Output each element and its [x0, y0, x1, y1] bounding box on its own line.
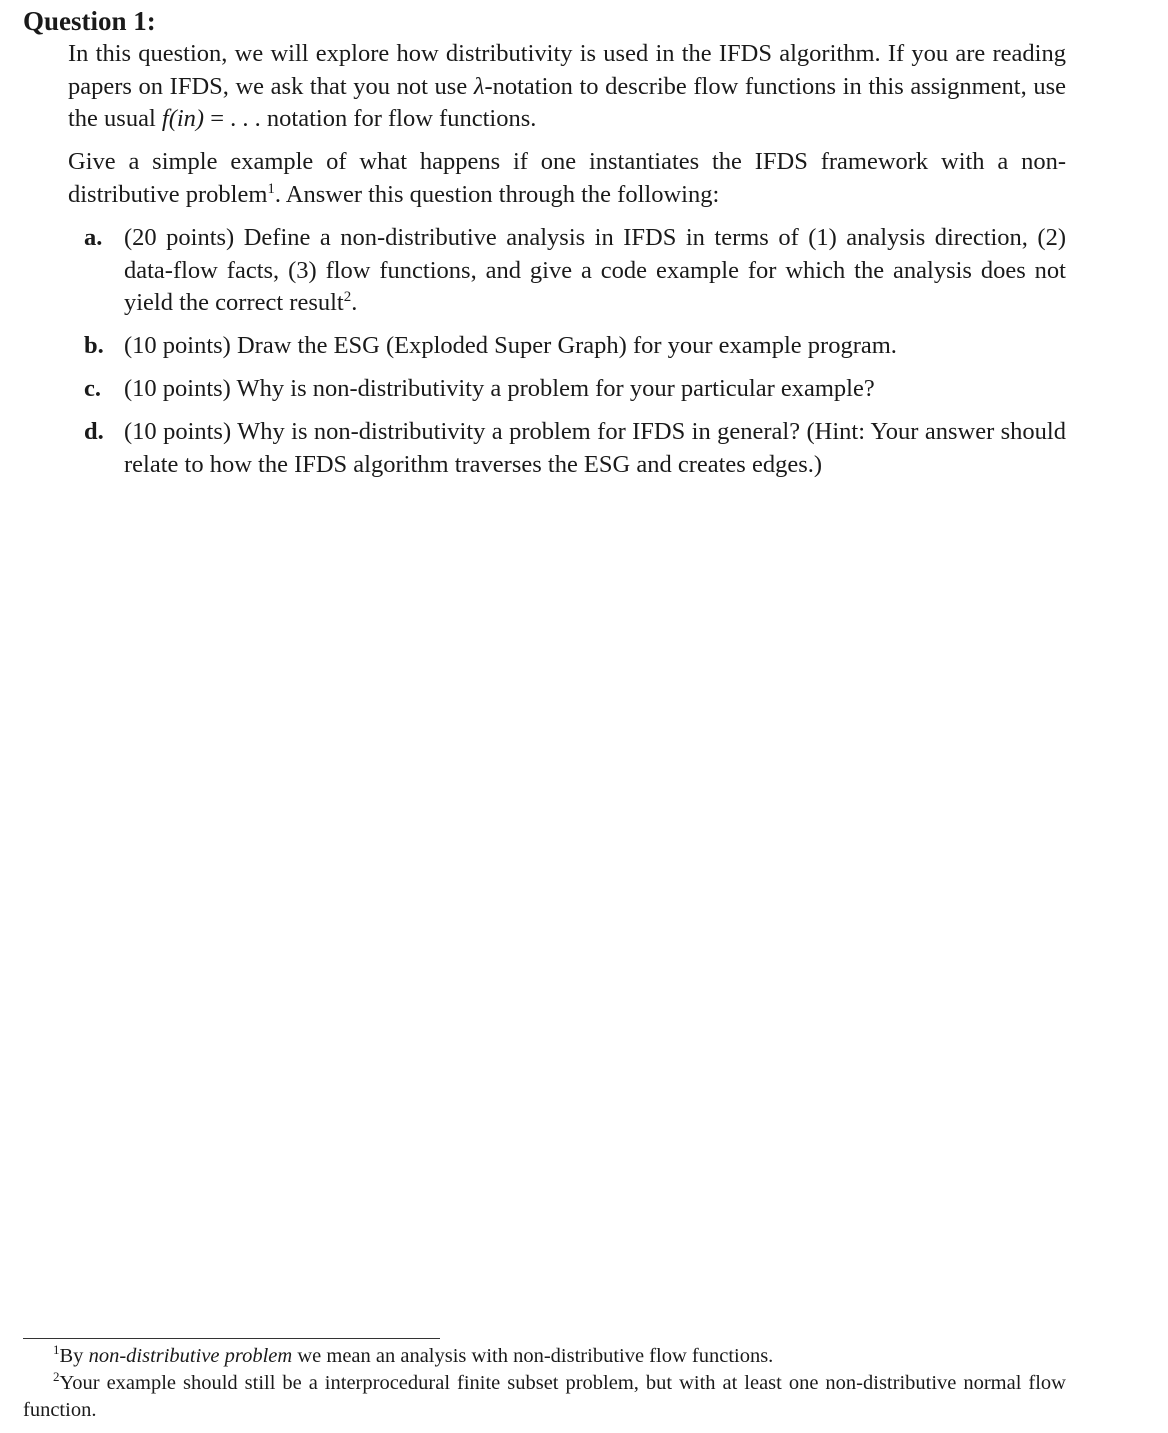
item-text: (10 points) Why is non-distributivity a problem for IFDS in general? (Hint: Your answer should relate to how the IFDS algorithm traverses the ESG and creates edges.): [124, 418, 1066, 478]
footnote-1: [23, 1343, 1066, 1370]
prompt-text-2: . Answer this question through the following:: [274, 180, 720, 208]
footnote-mark: 2: [53, 1369, 60, 1384]
item-text: [124, 222, 1066, 320]
footnote-2-text: Your example should still be a interprocedural finite subset problem, but with at least one non-distributive normal flow function.: [23, 1372, 1066, 1421]
prompt-paragraph: [68, 146, 1066, 211]
intro-paragraph: [68, 38, 1066, 136]
item-text: (10 points) Why is non-distributivity a problem for your particular example?: [124, 375, 875, 402]
item-letter: a.: [84, 224, 103, 251]
item-text: (10 points) Draw the ESG (Exploded Super Graph) for your example program.: [124, 332, 897, 359]
item-letter: b.: [84, 332, 104, 359]
flow-function-notation: f(in): [161, 105, 205, 133]
footnote-rule: [23, 1338, 440, 1339]
footnote-1-rest: we mean an analysis with non-distributive flow functions.: [292, 1345, 774, 1367]
lambda-symbol: λ: [473, 72, 485, 100]
item-letter: d.: [84, 418, 104, 445]
footnote-2: [23, 1370, 1066, 1424]
intro-text-3: = . . . notation for flow functions.: [204, 105, 537, 133]
item-letter: c.: [84, 375, 101, 402]
item-a-text: (20 points) Define a non-distributive analysis in IFDS in terms of (1) analysis direction, (2) data-flow facts, (3) flow functions, and give a code example for which the analysis does not yield the correct result: [124, 224, 1066, 317]
intro-text-2: -notation to describe flow functions in this assignment, use the usual: [68, 72, 1066, 133]
footnote-mark: 1: [53, 1342, 60, 1357]
footnote-1-lead: By: [59, 1345, 89, 1367]
question-title: Question 1:: [23, 6, 156, 36]
footnote-ref-1: 1: [267, 180, 275, 197]
intro-text-1: In this question, we will explore how distributivity is used in the IFDS algorithm. If you are reading papers on IFDS, we ask that you not use: [68, 40, 1066, 100]
footnote-ref-2: 2: [343, 289, 352, 306]
footnote-1-italic: non-distributive problem: [88, 1345, 293, 1367]
prompt-text-1: Give a simple example of what happens if one instantiates the IFDS framework with a non-distributive problem: [68, 148, 1066, 208]
item-a-tail: .: [351, 289, 358, 317]
